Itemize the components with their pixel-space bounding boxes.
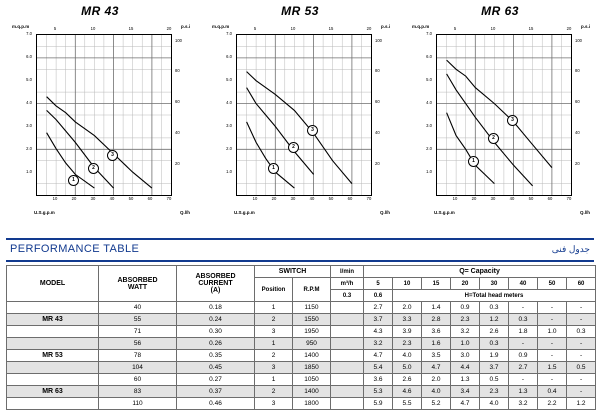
cell-spacer [331,362,364,374]
y-tick-left-3: 4.0 [226,100,232,105]
th-total-head: H=Total head meters [393,290,596,302]
x-top-tick-2: 15 [528,26,534,31]
table-row [7,362,596,374]
cell-h-0: 5.9 [364,398,393,410]
x-tick-3: 40 [509,196,515,201]
y-tick-right-2: 60 [575,99,580,104]
cell-h-2: 1.6 [422,338,451,350]
cell-h-2: 4.7 [422,362,451,374]
cell-h-5: - [509,338,538,350]
cell-h-4: 0.3 [480,338,509,350]
cell-h-4: 0.3 [480,302,509,314]
th-m3h: m³/h [331,278,364,290]
cell-h-5: 1.8 [509,326,538,338]
y-tick-left-2: 5.0 [26,77,32,82]
cell-h-5: 2.7 [509,362,538,374]
cell-current: 0.30 [177,326,255,338]
x-top-tick-0: 5 [253,26,257,31]
th-q-capacity: Q= Capacity [364,266,596,278]
x-tick-2: 30 [290,196,296,201]
cell-h-1: 2.0 [393,302,422,314]
chart-title: MR 53 [281,4,319,18]
th-lmin: l/min [331,266,364,278]
chart-area [210,20,390,216]
cell-h-4: 2.3 [480,386,509,398]
table-row [7,338,596,350]
curve-badge-2: 2 [88,163,99,174]
x-tick-6: 70 [566,196,572,201]
cell-h-6: - [538,374,567,386]
cell-current: 0.26 [177,338,255,350]
th-cap-m3h-0: 0.3 [331,290,364,302]
performance-table-title-arabic: جدول فنی [551,244,590,254]
x-tick-3: 40 [109,196,115,201]
cell-position: 2 [255,314,293,326]
x-unit-top: U.S.g.p.m [434,210,455,215]
x-top-tick-3: 20 [366,26,372,31]
cell-h-5: 3.2 [509,398,538,410]
cell-h-7: - [567,338,596,350]
table-row [7,302,596,314]
cell-h-4: 3.7 [480,362,509,374]
th-cap-lmin-5: 40 [509,278,538,290]
cell-h-6: 2.2 [538,398,567,410]
cell-h-3: 3.4 [451,386,480,398]
cell-current: 0.46 [177,398,255,410]
cell-h-5: - [509,302,538,314]
cell-spacer [331,350,364,362]
y-tick-left-5: 2.0 [426,146,432,151]
chart-mr43 [0,0,200,236]
cell-watt: 110 [99,398,177,410]
x-tick-4: 50 [328,196,334,201]
y-unit-left: m.q.p.m [12,24,30,29]
curve-badge-3: 3 [307,125,318,136]
cell-h-6: - [538,302,567,314]
cell-h-6: - [538,338,567,350]
cell-h-7: - [567,386,596,398]
cell-watt: 104 [99,362,177,374]
x-tick-2: 30 [490,196,496,201]
x-unit-top: U.S.g.p.m [234,210,255,215]
cell-h-1: 4.0 [393,350,422,362]
table-row [7,398,596,410]
cell-h-2: 5.2 [422,398,451,410]
cell-h-4: 0.5 [480,374,509,386]
cell-h-6: - [538,350,567,362]
cell-rpm: 1400 [293,350,331,362]
y-tick-right-4: 20 [175,161,180,166]
y-tick-right-4: 20 [575,161,580,166]
cell-h-0: 4.7 [364,350,393,362]
cell-rpm: 1550 [293,314,331,326]
cell-h-1: 2.3 [393,338,422,350]
cell-h-2: 4.0 [422,386,451,398]
cell-h-0: 3.2 [364,338,393,350]
cell-watt: 60 [99,374,177,386]
cell-h-1: 5.0 [393,362,422,374]
curve-svg [37,35,171,195]
x-unit-bottom: Q.l/h [380,210,390,215]
th-absorbed-watt [99,266,177,302]
chart-mr53 [200,0,400,236]
cell-h-2: 2.8 [422,314,451,326]
x-tick-5: 60 [547,196,553,201]
chart-area [10,20,190,216]
x-tick-1: 20 [71,196,77,201]
y-tick-right-1: 80 [175,68,180,73]
th-absorbed-watt-l1: ABSORBED [117,276,158,284]
x-top-tick-3: 20 [166,26,172,31]
cell-model [7,374,99,386]
y-tick-left-4: 3.0 [226,123,232,128]
th-cap-lmin-2: 15 [422,278,451,290]
plot-canvas [436,34,572,196]
cell-position: 3 [255,398,293,410]
y-tick-left-2: 5.0 [426,77,432,82]
cell-h-2: 3.5 [422,350,451,362]
x-tick-4: 50 [528,196,534,201]
x-tick-4: 50 [128,196,134,201]
cell-h-7: - [567,302,596,314]
cell-rpm: 950 [293,338,331,350]
cell-h-4: 1.9 [480,350,509,362]
x-tick-3: 40 [309,196,315,201]
cell-watt: 83 [99,386,177,398]
curve-badge-2: 2 [488,133,499,144]
x-top-tick-0: 5 [453,26,457,31]
curve-svg [237,35,371,195]
cell-position: 1 [255,302,293,314]
chart-area [410,20,590,216]
cell-spacer [331,314,364,326]
cell-watt: 55 [99,314,177,326]
cell-h-5: - [509,374,538,386]
x-tick-5: 60 [347,196,353,201]
cell-h-1: 3.3 [393,314,422,326]
y-unit-right: p.s.i [180,24,190,29]
y-tick-right-1: 80 [375,68,380,73]
curve-badge-1: 1 [268,163,279,174]
th-switch: SWITCH [255,266,331,278]
performance-table [6,265,596,410]
curve-badge-3: 3 [107,150,118,161]
x-top-tick-1: 10 [490,26,496,31]
x-top-tick-1: 10 [290,26,296,31]
x-tick-2: 30 [90,196,96,201]
x-top-tick-2: 15 [128,26,134,31]
x-tick-0: 10 [52,196,58,201]
cell-spacer [331,398,364,410]
curve-badge-1: 1 [468,156,479,167]
y-tick-right-3: 40 [375,130,380,135]
y-tick-left-1: 6.0 [26,54,32,59]
y-tick-left-4: 3.0 [26,123,32,128]
th-absorbed-current-l2: CURRENT [198,280,233,287]
cell-watt: 40 [99,302,177,314]
chart-title: MR 63 [481,4,519,18]
cell-h-1: 4.6 [393,386,422,398]
th-position: Position [255,278,293,302]
cell-position: 2 [255,386,293,398]
curve-badge-2: 2 [288,142,299,153]
cell-h-4: 1.2 [480,314,509,326]
cell-model: MR 43 [7,314,99,326]
cell-h-6: 0.4 [538,386,567,398]
cell-model [7,326,99,338]
cell-h-0: 5.4 [364,362,393,374]
x-tick-5: 60 [147,196,153,201]
cell-rpm: 1950 [293,326,331,338]
y-unit-right: p.s.i [580,24,590,29]
cell-h-5: 0.3 [509,314,538,326]
th-cap-lmin-4: 30 [480,278,509,290]
curve-badge-3: 3 [507,115,518,126]
y-unit-left: m.q.p.m [212,24,230,29]
y-tick-right-0: 100 [375,38,382,43]
cell-h-3: 3.0 [451,350,480,362]
cell-model [7,362,99,374]
cell-h-0: 3.6 [364,374,393,386]
y-tick-right-2: 60 [375,99,380,104]
y-tick-left-3: 4.0 [26,100,32,105]
x-tick-6: 70 [166,196,172,201]
cell-h-2: 2.0 [422,374,451,386]
y-unit-right: p.s.i [380,24,390,29]
cell-h-7: - [567,350,596,362]
x-top-tick-1: 10 [90,26,96,31]
cell-position: 1 [255,374,293,386]
y-tick-left-5: 2.0 [226,146,232,151]
cell-model [7,338,99,350]
chart-mr63 [400,0,600,236]
cell-position: 1 [255,338,293,350]
y-tick-right-0: 100 [175,38,182,43]
cell-h-3: 4.4 [451,362,480,374]
cell-h-2: 3.6 [422,326,451,338]
cell-h-1: 3.9 [393,326,422,338]
table-row [7,386,596,398]
x-tick-6: 70 [366,196,372,201]
cell-h-3: 1.0 [451,338,480,350]
x-unit-bottom: Q.l/h [180,210,190,215]
y-tick-left-6: 1.0 [26,169,32,174]
y-tick-left-3: 4.0 [426,100,432,105]
curve-badge-1: 1 [68,175,79,186]
th-model: MODEL [7,266,99,302]
cell-h-4: 4.0 [480,398,509,410]
curve-svg [437,35,571,195]
cell-h-2: 1.4 [422,302,451,314]
cell-h-0: 5.3 [364,386,393,398]
y-tick-left-4: 3.0 [426,123,432,128]
performance-table-header [6,238,594,262]
cell-h-6: 1.0 [538,326,567,338]
y-tick-right-3: 40 [575,130,580,135]
cell-h-5: 0.9 [509,350,538,362]
y-tick-right-0: 100 [575,38,582,43]
table-header-row-1 [7,266,596,278]
cell-current: 0.18 [177,302,255,314]
y-tick-right-4: 20 [375,161,380,166]
table-row [7,350,596,362]
cell-h-3: 1.3 [451,374,480,386]
y-tick-left-2: 5.0 [226,77,232,82]
y-tick-left-6: 1.0 [426,169,432,174]
cell-rpm: 1850 [293,362,331,374]
th-cap-lmin-0: 5 [364,278,393,290]
cell-h-3: 0.9 [451,302,480,314]
cell-spacer [331,326,364,338]
cell-h-5: 1.3 [509,386,538,398]
cell-current: 0.27 [177,374,255,386]
cell-model [7,302,99,314]
plot-canvas [236,34,372,196]
cell-h-6: 1.5 [538,362,567,374]
x-top-tick-2: 15 [328,26,334,31]
cell-watt: 78 [99,350,177,362]
cell-current: 0.24 [177,314,255,326]
cell-current: 0.35 [177,350,255,362]
cell-watt: 56 [99,338,177,350]
performance-table-title: PERFORMANCE TABLE [10,243,140,255]
cell-model: MR 63 [7,386,99,398]
th-cap-lmin-6: 50 [538,278,567,290]
cell-spacer [331,374,364,386]
cell-spacer [331,386,364,398]
cell-position: 2 [255,350,293,362]
cell-current: 0.45 [177,362,255,374]
cell-current: 0.37 [177,386,255,398]
th-absorbed-watt-l2: WATT [127,283,148,291]
th-absorbed-current-l1: ABSORBED [195,273,236,280]
y-tick-right-2: 60 [175,99,180,104]
x-tick-0: 10 [452,196,458,201]
cell-rpm: 1800 [293,398,331,410]
cell-model [7,398,99,410]
th-cap-m3h-1: 0.6 [364,290,393,302]
x-tick-0: 10 [252,196,258,201]
th-absorbed-current-l3: (A) [210,287,221,294]
y-tick-left-0: 7.0 [226,31,232,36]
cell-h-1: 5.5 [393,398,422,410]
cell-h-7: - [567,314,596,326]
y-tick-left-0: 7.0 [26,31,32,36]
cell-h-3: 2.3 [451,314,480,326]
cell-position: 3 [255,326,293,338]
y-tick-right-1: 80 [575,68,580,73]
cell-h-1: 2.6 [393,374,422,386]
cell-model: MR 53 [7,350,99,362]
cell-watt: 71 [99,326,177,338]
y-tick-left-1: 6.0 [226,54,232,59]
cell-h-7: 1.2 [567,398,596,410]
cell-h-7: 0.3 [567,326,596,338]
y-tick-left-5: 2.0 [26,146,32,151]
cell-h-0: 4.3 [364,326,393,338]
x-tick-1: 20 [471,196,477,201]
cell-h-3: 4.7 [451,398,480,410]
th-rpm: R.P.M [293,278,331,302]
x-tick-1: 20 [271,196,277,201]
cell-h-4: 2.6 [480,326,509,338]
y-tick-right-3: 40 [175,130,180,135]
chart-title: MR 43 [81,4,119,18]
cell-spacer [331,338,364,350]
y-tick-left-1: 6.0 [426,54,432,59]
y-tick-left-6: 1.0 [226,169,232,174]
cell-h-3: 3.2 [451,326,480,338]
table-row [7,326,596,338]
x-unit-bottom: Q.l/h [580,210,590,215]
cell-position: 3 [255,362,293,374]
x-top-tick-3: 20 [566,26,572,31]
table-row [7,374,596,386]
th-cap-lmin-3: 20 [451,278,480,290]
x-top-tick-0: 5 [53,26,57,31]
th-absorbed-current [177,266,255,302]
cell-h-7: - [567,374,596,386]
y-unit-left: m.q.p.m [412,24,430,29]
plot-canvas [36,34,172,196]
cell-rpm: 1150 [293,302,331,314]
cell-spacer [331,302,364,314]
y-tick-left-0: 7.0 [426,31,432,36]
th-cap-lmin-7: 60 [567,278,596,290]
cell-h-0: 2.7 [364,302,393,314]
cell-rpm: 1400 [293,386,331,398]
x-unit-top: U.S.g.p.m [34,210,55,215]
cell-rpm: 1050 [293,374,331,386]
th-cap-lmin-1: 10 [393,278,422,290]
table-row [7,314,596,326]
cell-h-6: - [538,314,567,326]
cell-h-0: 3.7 [364,314,393,326]
cell-h-7: 0.5 [567,362,596,374]
